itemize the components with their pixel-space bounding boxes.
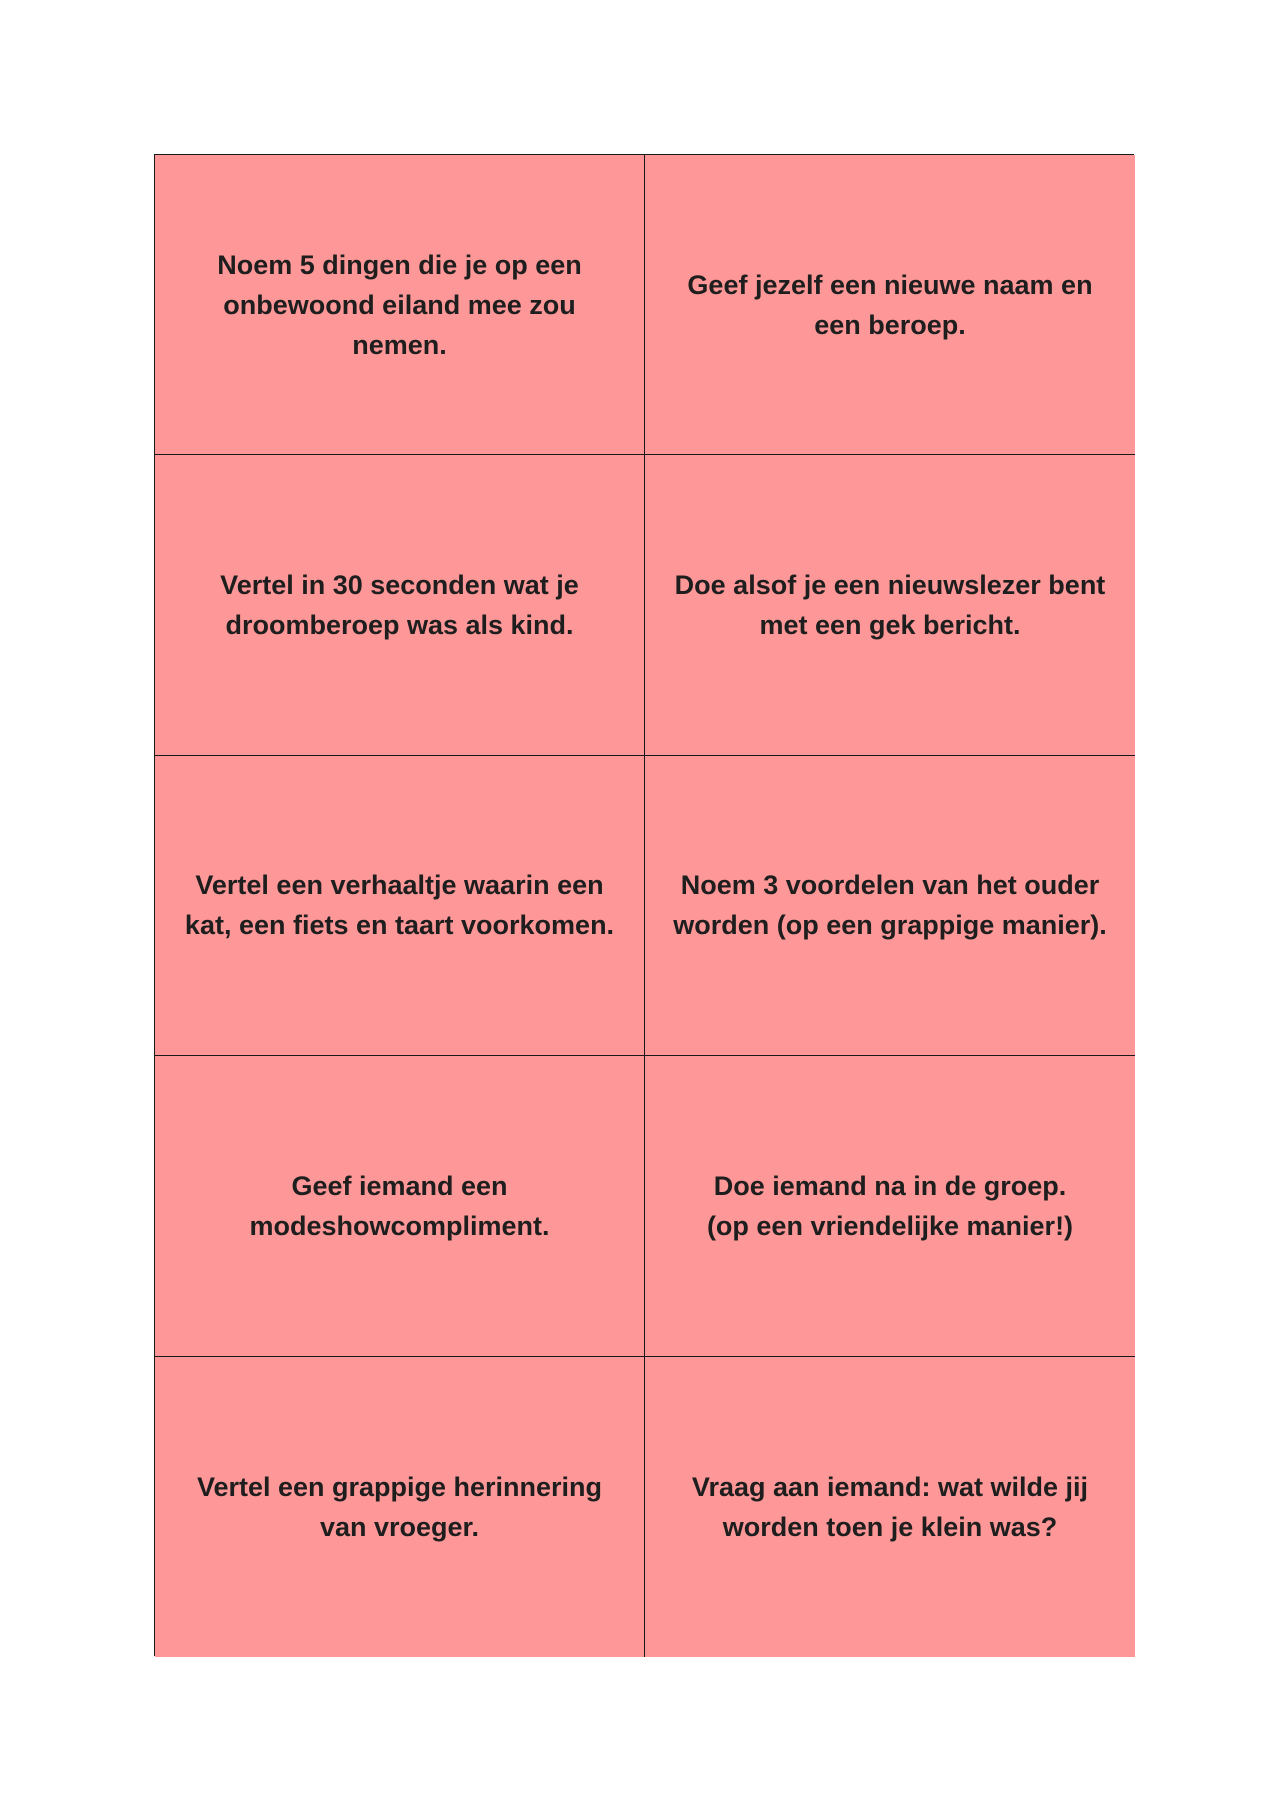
card-9-text: Vertel een grappige herinnering van vroeger.: [196, 1471, 603, 1542]
card-3-text: Vertel in 30 seconden wat je droomberoep was als kind.: [220, 570, 579, 641]
card-9: [155, 1357, 645, 1657]
card-7-text: Geef iemand een modeshowcompliment.: [249, 1170, 550, 1241]
card-1-text: Noem 5 dingen die je op een onbewoond eiland mee zou nemen.: [217, 249, 582, 360]
card-5: [155, 756, 645, 1056]
card-6-text: Noem 3 voordelen van het ouder worden (op een grappige manier).: [673, 870, 1107, 941]
card-2: [645, 155, 1135, 455]
card-3: [155, 455, 645, 755]
card-2-text: Geef jezelf een nieuwe naam en een beroep.: [687, 269, 1093, 340]
card-grid: [154, 154, 1134, 1656]
card-7: [155, 1056, 645, 1356]
card-6: [645, 756, 1135, 1056]
card-4: [645, 455, 1135, 755]
card-10-text: Vraag aan iemand: wat wilde jij worden toen je klein was?: [691, 1471, 1089, 1542]
card-4-text: Doe alsof je een nieuwslezer bent met een gek bericht.: [674, 570, 1106, 641]
card-5-text: Vertel een verhaaltje waarin een kat, een fiets en taart voorkomen.: [184, 870, 615, 941]
card-8-text: Doe iemand na in de groep. (op een vriendelijke manier!): [706, 1170, 1074, 1241]
card-10: [645, 1357, 1135, 1657]
card-1: [155, 155, 645, 455]
card-8: [645, 1056, 1135, 1356]
